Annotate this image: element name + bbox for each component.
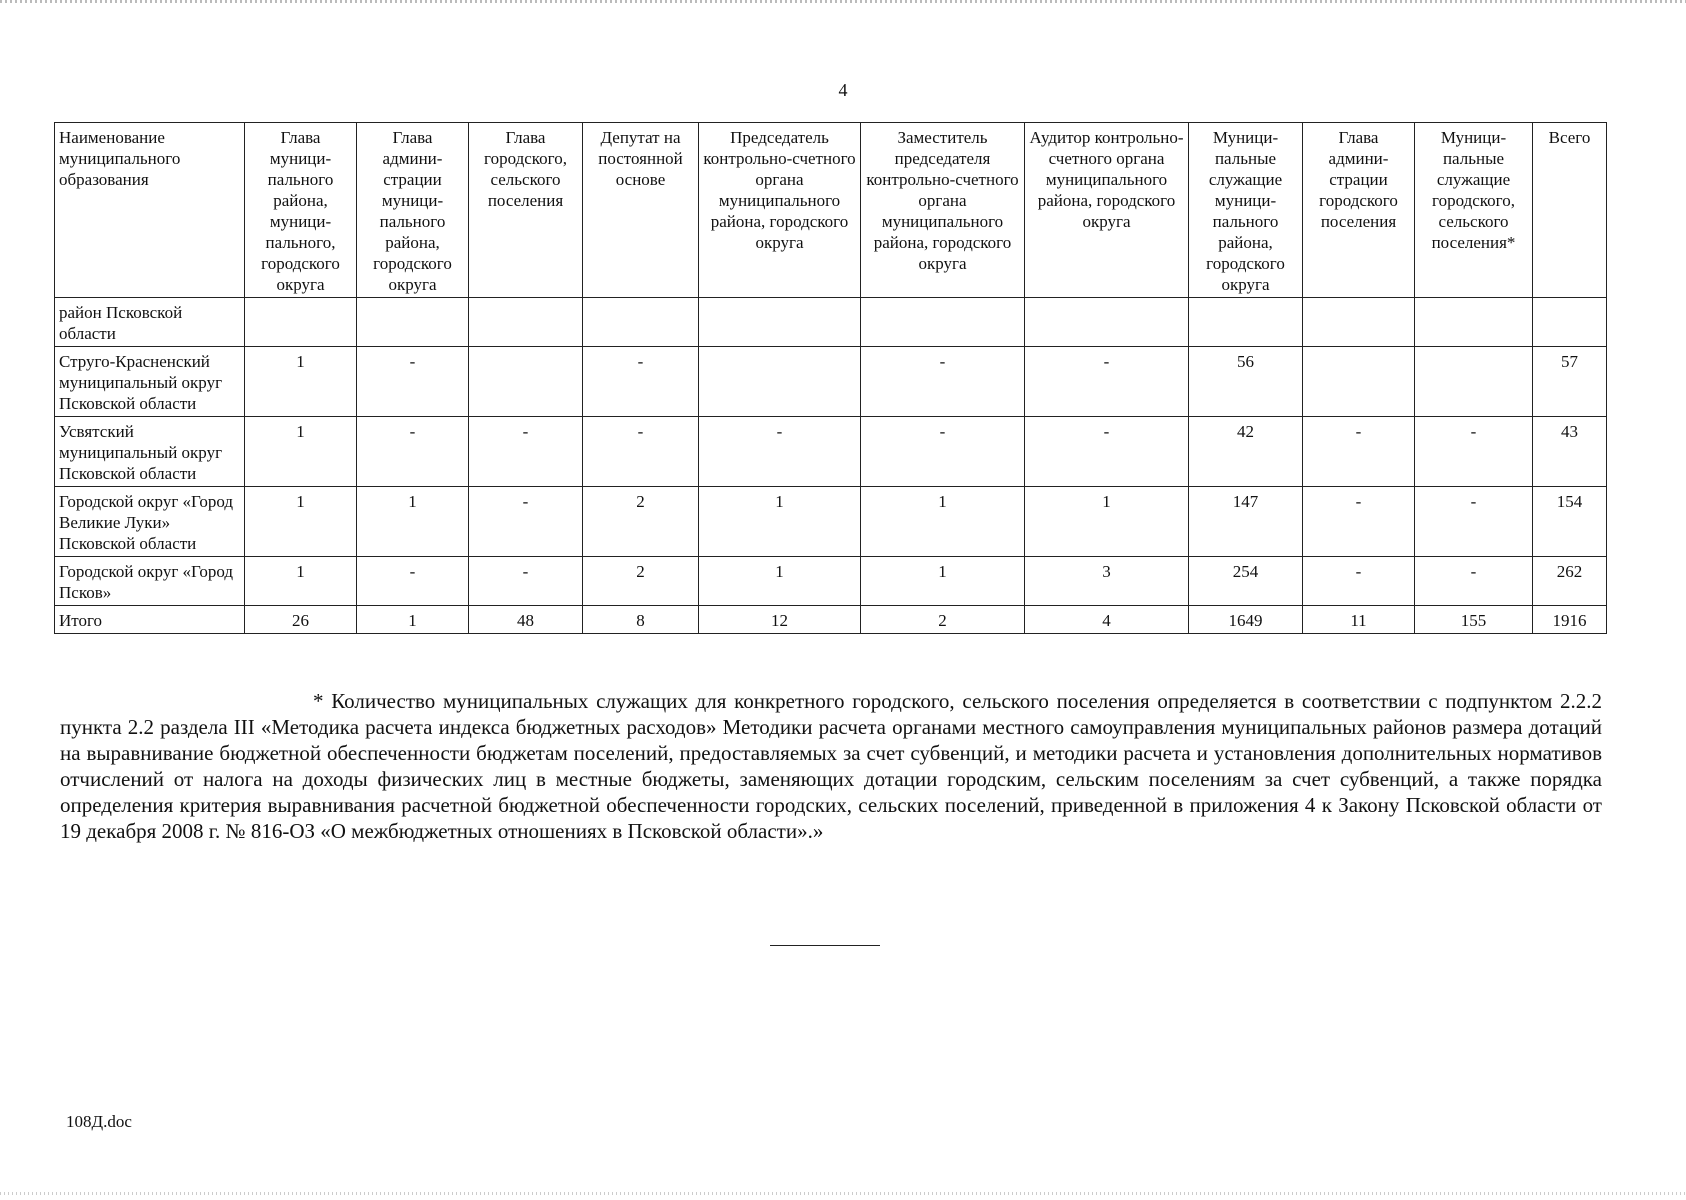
table-cell: -	[583, 417, 699, 487]
header-cell: Муници-пальные служащие муници-пального района, городского округа	[1189, 123, 1303, 298]
table-cell: 254	[1189, 557, 1303, 606]
table-row	[55, 347, 1607, 417]
table-row	[55, 298, 1607, 347]
header-cell: Глава муници-пального района, муници-пального, городского округа	[245, 123, 357, 298]
table-cell: 1	[245, 557, 357, 606]
table-cell: 56	[1189, 347, 1303, 417]
scan-edge-top	[0, 0, 1686, 3]
table-cell: 8	[583, 606, 699, 634]
header-cell: Глава админи-страции городского поселения	[1303, 123, 1415, 298]
table-cell	[245, 298, 357, 347]
header-cell: Председатель контрольно-счетного органа муниципального района, городского округа	[699, 123, 861, 298]
table-cell: 26	[245, 606, 357, 634]
table-cell: -	[469, 417, 583, 487]
table-cell: -	[1415, 417, 1533, 487]
table-cell: -	[1303, 487, 1415, 557]
table-row	[55, 487, 1607, 557]
table-cell: -	[861, 417, 1025, 487]
table-row-total	[55, 606, 1607, 634]
table-cell-total: 43	[1533, 417, 1607, 487]
table-cell	[583, 298, 699, 347]
table-cell	[1189, 298, 1303, 347]
table-cell	[1303, 298, 1415, 347]
table-cell-total: 262	[1533, 557, 1607, 606]
table-cell: 2	[583, 557, 699, 606]
table-cell: -	[861, 347, 1025, 417]
table-cell-name: Итого	[55, 606, 245, 634]
table-cell-name: Струго-Красненский муниципальный округ Псковской области	[55, 347, 245, 417]
table-cell: -	[1025, 347, 1189, 417]
table-cell: -	[1303, 557, 1415, 606]
table-cell: 1	[357, 606, 469, 634]
table-cell: 1	[1025, 487, 1189, 557]
table-cell: -	[357, 557, 469, 606]
table-cell: 2	[861, 606, 1025, 634]
table-header-row	[55, 123, 1607, 298]
table-cell-name: Усвятский муниципальный округ Псковской области	[55, 417, 245, 487]
table-cell: 12	[699, 606, 861, 634]
page-number: 4	[838, 80, 848, 100]
table-cell	[1025, 298, 1189, 347]
table-cell	[1415, 298, 1533, 347]
table-cell: 1	[861, 487, 1025, 557]
footnote: * Количество муниципальных служащих для конкретного городского, сельского поселения определяется в соответствии с подпунктом 2.2.2 пункта 2.2 раздела III «Методика расчета индекса бюджетных расходов» Методики расчета органами местного самоуправления муниципальных районов размера дотаций на выравнивание бюджетной обеспеченности бюджетам поселений, предоставляемых за счет субвенций, и методики расчета и установления дополнительных нормативов отчислений от налога на доходы физических лиц в местные бюджеты, заменяющих дотации городским, сельским поселениям за счет субвенций, а также порядка определения критерия выравнивания расчетной бюджетной обеспеченности городских, сельских поселений, приведенной в приложения 4 к Закону Псковской области от 19 декабря 2008 г. № 816-ОЗ «О межбюджетных отношениях в Псковской области».»	[60, 689, 1602, 843]
table-cell: 1	[357, 487, 469, 557]
table-cell: 1	[699, 487, 861, 557]
table-cell-total	[1533, 298, 1607, 347]
table-cell-name: Городской округ «Город Великие Луки» Псковской области	[55, 487, 245, 557]
table-cell: 11	[1303, 606, 1415, 634]
table-cell: 147	[1189, 487, 1303, 557]
table-cell-name: Городской округ «Город Псков»	[55, 557, 245, 606]
table-cell: 48	[469, 606, 583, 634]
table-cell: -	[1415, 557, 1533, 606]
table-cell: 1	[699, 557, 861, 606]
table-cell: 42	[1189, 417, 1303, 487]
table-cell-name: район Псковской области	[55, 298, 245, 347]
table-cell-total: 1916	[1533, 606, 1607, 634]
header-cell: Глава админи-страции муници-пального района, городского округа	[357, 123, 469, 298]
table-cell	[1303, 347, 1415, 417]
header-cell: Заместитель председателя контрольно-счетного органа муниципального района, городского округа	[861, 123, 1025, 298]
table-cell-total: 154	[1533, 487, 1607, 557]
header-cell: Депутат на постоянной основе	[583, 123, 699, 298]
header-cell: Муници-пальные служащие городского, сельского поселения*	[1415, 123, 1533, 298]
header-cell: Глава городского, сельского поселения	[469, 123, 583, 298]
header-cell-municipality: Наименование муниципального образования	[55, 123, 245, 298]
table-cell: 155	[1415, 606, 1533, 634]
table-cell: 3	[1025, 557, 1189, 606]
table-cell: -	[583, 347, 699, 417]
table-cell: -	[357, 347, 469, 417]
table-row	[55, 557, 1607, 606]
table-cell: -	[357, 417, 469, 487]
table-cell: 2	[583, 487, 699, 557]
table-cell	[699, 298, 861, 347]
table-cell	[1415, 347, 1533, 417]
table-cell: 1	[245, 417, 357, 487]
table-cell	[699, 347, 861, 417]
table-cell	[469, 298, 583, 347]
table-cell: 1	[861, 557, 1025, 606]
header-cell-total: Всего	[1533, 123, 1607, 298]
table-cell-total: 57	[1533, 347, 1607, 417]
staffing-table	[54, 122, 1607, 634]
table-cell: 4	[1025, 606, 1189, 634]
table-cell: -	[1025, 417, 1189, 487]
table-cell: -	[469, 557, 583, 606]
table-cell: -	[699, 417, 861, 487]
scan-edge-bottom	[0, 1192, 1686, 1195]
table-cell	[861, 298, 1025, 347]
table-cell: 1	[245, 487, 357, 557]
table-cell	[469, 347, 583, 417]
table-cell: -	[1415, 487, 1533, 557]
table-cell: 1649	[1189, 606, 1303, 634]
separator-line	[770, 945, 880, 946]
table-cell: -	[1303, 417, 1415, 487]
table-row	[55, 417, 1607, 487]
header-cell: Аудитор контрольно-счетного органа муниципального района, городского округа	[1025, 123, 1189, 298]
document-filename: 108Д.doc	[66, 1112, 132, 1131]
table-cell: 1	[245, 347, 357, 417]
table-cell	[357, 298, 469, 347]
table-cell: -	[469, 487, 583, 557]
